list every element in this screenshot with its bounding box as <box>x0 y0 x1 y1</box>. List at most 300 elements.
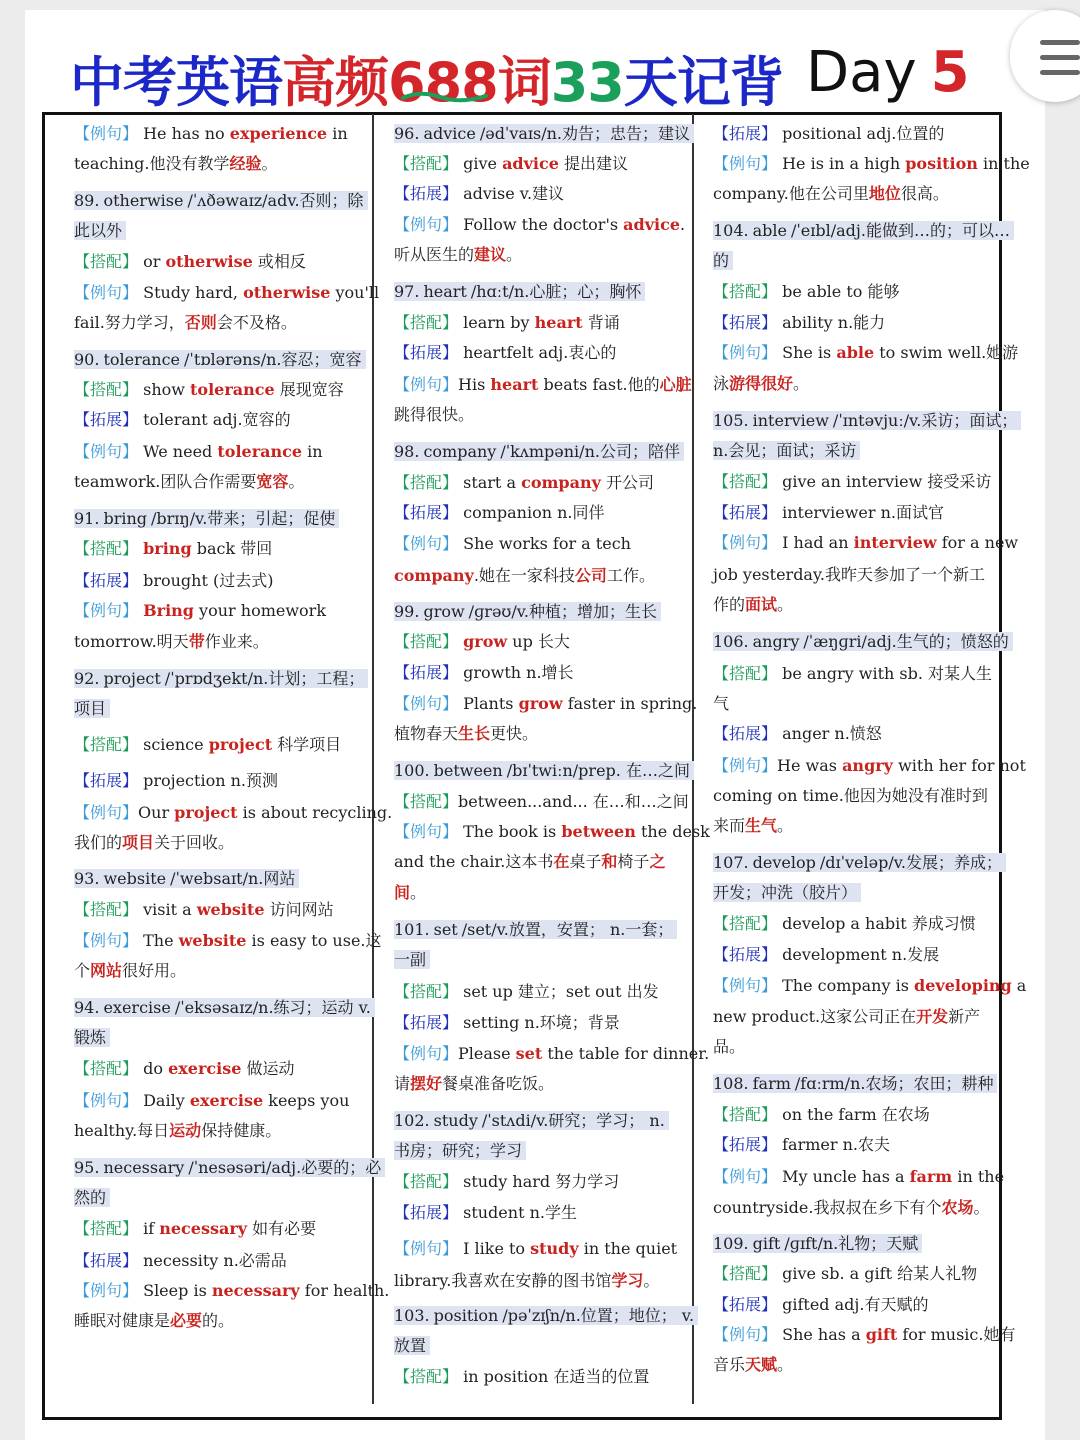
vocab-line <box>394 213 685 237</box>
keyword: company <box>394 566 474 585</box>
vocab-line <box>74 1309 234 1333</box>
line-text: back 带回 <box>191 539 273 558</box>
tag-extension: 【拓展】 <box>713 724 778 743</box>
keyword: able <box>836 343 875 362</box>
line-text: is about recycling. <box>237 803 393 822</box>
entry-header-text: 103. <box>394 1306 434 1325</box>
entry-header-text: /pəˈzɪʃn/n.位置；地位； v. <box>502 1306 698 1325</box>
line-text: 展现宽容 <box>274 380 344 399</box>
headword: exercise <box>103 998 174 1017</box>
vocab-line <box>713 1133 890 1157</box>
entry-header-text: /ɡɪft/n.礼物；天赋 <box>784 1234 922 1253</box>
keyword: advice <box>623 215 680 234</box>
tag-example: 【例句】 <box>74 442 139 461</box>
tag-extension: 【拓展】 <box>713 124 778 143</box>
keyword: exercise <box>189 1091 264 1110</box>
vocab-line <box>394 1269 659 1293</box>
keyword: 摆好 <box>410 1074 443 1093</box>
line-text: anger n.愤怒 <box>777 724 882 743</box>
vocab-line <box>713 1262 977 1286</box>
vocab-line <box>713 501 944 525</box>
line-text: 植物春天 <box>394 724 459 743</box>
vocab-line <box>74 697 110 721</box>
vocab-line <box>713 784 988 808</box>
headword: develop <box>753 853 820 872</box>
vocab-line <box>713 1232 922 1256</box>
line-text: 桌子 <box>569 852 602 871</box>
tag-extension: 【拓展】 <box>74 771 139 790</box>
vocab-line <box>713 974 1026 998</box>
line-text: library.我喜欢在安静的图书馆 <box>394 1271 612 1290</box>
keyword: 运动 <box>169 1121 202 1140</box>
tag-collocation: 【搭配】 <box>713 1105 778 1124</box>
vocab-line <box>713 912 976 936</box>
line-text: keeps you <box>263 1091 350 1110</box>
vocab-line <box>74 867 299 891</box>
hamburger-icon <box>1040 70 1080 75</box>
keyword: interview <box>853 533 937 552</box>
vocab-line <box>74 219 126 243</box>
tag-example: 【例句】 <box>713 154 778 173</box>
tag-example: 【例句】 <box>394 694 459 713</box>
vocab-line <box>713 1323 1015 1347</box>
line-text: .她在一家科技 <box>473 566 575 585</box>
vocab-line <box>394 630 570 654</box>
tag-example: 【例句】 <box>74 283 139 302</box>
line-text: Plants <box>458 694 519 713</box>
tag-collocation: 【搭配】 <box>394 1367 459 1386</box>
line-text: 新产 <box>948 1007 981 1026</box>
vocab-line <box>74 122 348 146</box>
vocab-line <box>394 403 474 427</box>
vocab-line <box>713 722 882 746</box>
line-text: advise v.建议 <box>458 184 565 203</box>
line-text: in <box>327 124 348 143</box>
keyword: 网站 <box>90 961 123 980</box>
line-text: science <box>138 735 209 754</box>
vocab-line <box>394 280 645 304</box>
keyword: exercise <box>168 1059 242 1078</box>
line-text: in the quiet <box>578 1239 678 1258</box>
line-text: 很好用。 <box>122 961 187 980</box>
headword: between <box>434 761 507 780</box>
keyword: developing <box>914 976 1012 995</box>
headword: angry <box>753 632 804 651</box>
keyword: grow <box>463 632 508 651</box>
tag-extension: 【拓展】 <box>713 313 778 332</box>
line-text: His <box>458 375 491 394</box>
hamburger-icon <box>1040 55 1080 60</box>
keyword: angry <box>842 756 893 775</box>
line-text: learn by <box>458 313 535 332</box>
line-text: 科学项目 <box>272 735 342 754</box>
line-text: job yesterday.我昨天参加了一个新工 <box>713 565 985 584</box>
tag-example: 【例句】 <box>713 976 778 995</box>
vocab-line <box>394 501 605 525</box>
keyword: between <box>561 822 636 841</box>
vocab-line <box>74 1249 287 1273</box>
line-text: do <box>138 1059 169 1078</box>
line-text: The company is <box>777 976 915 995</box>
line-text: 。 <box>506 245 523 264</box>
vocab-line <box>394 1042 709 1066</box>
entry-header-text: 107. <box>713 853 753 872</box>
vocab-line <box>713 692 729 716</box>
vocab-line <box>74 440 323 464</box>
tag-collocation: 【搭配】 <box>394 154 459 173</box>
vocab-line <box>394 1237 677 1261</box>
keyword: tolerance <box>217 442 303 461</box>
headword: grow <box>423 602 468 621</box>
headword: heart <box>423 282 470 301</box>
line-text: 听从医生的 <box>394 245 475 264</box>
headword: tolerance <box>103 350 184 369</box>
underline-squiggle-icon <box>400 88 490 106</box>
line-text: 作的 <box>713 595 746 614</box>
entry-header-text: /ˈeksəsaɪz/n.练习；运动 v. <box>175 998 375 1017</box>
line-text: for health. <box>299 1281 390 1300</box>
line-text: 品。 <box>713 1037 746 1056</box>
tag-extension: 【拓展】 <box>713 1135 778 1154</box>
vocab-line <box>74 1026 110 1050</box>
keyword: otherwise <box>243 283 331 302</box>
entry-header-text: 108. <box>713 1074 753 1093</box>
vocab-line <box>74 569 273 593</box>
keyword: 宽容 <box>256 472 289 491</box>
vocab-line <box>74 470 304 494</box>
tag-collocation: 【搭配】 <box>713 914 778 933</box>
line-text: 跳得很快。 <box>394 405 475 424</box>
title-part: 天记背 <box>623 51 783 114</box>
tag-collocation: 【搭配】 <box>394 792 459 811</box>
vocab-line <box>713 182 949 206</box>
tag-example: 【例句】 <box>74 1091 139 1110</box>
line-text: Sleep is <box>138 1281 212 1300</box>
vocab-line <box>74 959 186 983</box>
keyword: 学习 <box>611 1271 644 1290</box>
vocab-line <box>394 881 426 905</box>
headword: able <box>753 221 791 240</box>
vocab-line <box>394 1304 698 1328</box>
vocab-line <box>713 372 809 396</box>
keyword: 之 <box>649 852 666 871</box>
entry-header-text: /ˈnesəsəri/adj.必要的；必 <box>188 1158 385 1177</box>
line-text: 睡眠对健康是 <box>74 1311 171 1330</box>
tag-example: 【例句】 <box>74 931 139 950</box>
headword: necessary <box>103 1158 188 1177</box>
title-part: 词 <box>497 51 551 114</box>
vocab-line <box>713 881 861 905</box>
vocab-line <box>74 189 368 213</box>
vocab-line <box>713 851 1006 875</box>
line-text: 。 <box>777 1355 794 1374</box>
vocab-line <box>74 929 382 953</box>
entry-header-text: /ˈʌðəwaɪz/adv.否则；除 <box>187 191 367 210</box>
line-text: He was <box>777 756 843 775</box>
vocab-line <box>74 733 341 757</box>
line-text: 。 <box>643 1271 660 1290</box>
keyword: 和 <box>601 852 618 871</box>
line-text: Our <box>138 803 175 822</box>
keyword: 在 <box>553 852 570 871</box>
tag-collocation: 【搭配】 <box>74 1219 139 1238</box>
line-text: 请 <box>394 1074 411 1093</box>
entry-header-text: 89. <box>74 191 103 210</box>
vocab-line <box>713 1165 1004 1189</box>
vocab-line <box>394 722 538 746</box>
line-text: Study hard, <box>138 283 244 302</box>
line-text: 。 <box>973 1198 990 1217</box>
line-text: up 长大 <box>507 632 570 651</box>
tag-extension: 【拓展】 <box>394 184 459 203</box>
vocab-line <box>394 341 616 365</box>
line-text: your homework <box>193 601 327 620</box>
entry-header-text: /set/v.放置，安置； n.一套； <box>462 920 678 939</box>
vocab-line <box>713 311 885 335</box>
line-text: 。 <box>777 816 794 835</box>
headword: set <box>434 920 462 939</box>
headword: gift <box>753 1234 785 1253</box>
vocab-line <box>394 790 689 814</box>
keyword: company <box>521 473 601 492</box>
entry-header-text: 95. <box>74 1158 103 1177</box>
line-text: visit a <box>138 900 197 919</box>
keyword: 农场 <box>941 1198 974 1217</box>
entry-header-text: 98. <box>394 442 423 461</box>
tag-example: 【例句】 <box>394 822 459 841</box>
vocab-line <box>394 1170 619 1194</box>
entry-header-text: /ˈɪntəvjuː/v.采访；面试； <box>833 411 1021 430</box>
line-text: 如有必要 <box>247 1219 317 1238</box>
line-text: The <box>138 931 179 950</box>
vocab-line <box>394 564 655 588</box>
entry-header-text: 放置 <box>394 1336 430 1355</box>
vocab-line <box>74 537 272 561</box>
vocab-line <box>394 243 522 267</box>
entry-header-text: 93. <box>74 869 103 888</box>
headword: farm <box>753 1074 795 1093</box>
vocab-line <box>74 281 379 305</box>
vocab-line <box>74 311 297 335</box>
line-text: fail.努力学习， <box>74 313 185 332</box>
tag-example: 【例句】 <box>713 343 778 362</box>
line-text: 气 <box>713 694 730 713</box>
vocab-line <box>74 1156 385 1180</box>
line-text: to swim well.她游 <box>874 343 1019 362</box>
vocab-line <box>394 850 665 874</box>
tag-example: 【例句】 <box>713 1325 778 1344</box>
line-text: 的。 <box>202 1311 235 1330</box>
tag-collocation: 【搭配】 <box>394 473 459 492</box>
entry-header-text: 此以外 <box>74 221 126 240</box>
tag-example: 【例句】 <box>74 803 139 822</box>
entry-header-text: 一副 <box>394 950 430 969</box>
vocab-line <box>74 831 234 855</box>
vocab-line <box>74 996 375 1020</box>
line-text: develop a habit 养成习惯 <box>777 914 976 933</box>
vocab-line <box>394 1011 620 1035</box>
vocab-line <box>394 820 710 844</box>
line-text: . <box>680 215 686 234</box>
line-text: and the chair.这本书 <box>394 852 554 871</box>
tag-collocation: 【搭配】 <box>394 982 459 1001</box>
tag-collocation: 【搭配】 <box>74 539 139 558</box>
vocab-line <box>713 1353 793 1377</box>
vocab-line <box>74 898 334 922</box>
entry-header-text: /fɑːrm/n.农场；农田；耕种 <box>795 1074 998 1093</box>
line-text: 来而 <box>713 816 746 835</box>
keyword: 项目 <box>122 833 155 852</box>
line-text: tomorrow.明天 <box>74 632 189 651</box>
vocab-line <box>713 249 733 273</box>
headword: company <box>423 442 500 461</box>
entry-header-text: 开发；冲洗（胶片） <box>713 883 861 902</box>
line-text: I like to <box>458 1239 531 1258</box>
vocab-line <box>394 759 694 783</box>
vocab-line <box>713 280 900 304</box>
entry-header-text: n.会见；面试；采访 <box>713 441 860 460</box>
entry-header-text: 105. <box>713 411 753 430</box>
keyword: 公司 <box>574 566 607 585</box>
vocab-line <box>713 662 992 686</box>
tag-example: 【例句】 <box>74 124 139 143</box>
vocab-line <box>394 1072 554 1096</box>
line-text: Please <box>458 1044 516 1063</box>
keyword: 开发 <box>916 1007 949 1026</box>
entry-header-text: 锻炼 <box>74 1028 110 1047</box>
keyword: set <box>515 1044 543 1063</box>
vocab-line <box>74 667 368 691</box>
entry-header-text: /ˈwebsaɪt/n.网站 <box>170 869 299 888</box>
tag-example: 【例句】 <box>394 215 459 234</box>
tag-example: 【例句】 <box>713 1167 778 1186</box>
line-text: in the <box>977 154 1030 173</box>
line-text: study hard 努力学习 <box>458 1172 620 1191</box>
keyword: 生长 <box>458 724 491 743</box>
line-text: gifted adj.有天赋的 <box>777 1295 929 1314</box>
tag-example: 【例句】 <box>713 756 778 775</box>
line-text: show <box>138 380 191 399</box>
keyword: gift <box>865 1325 898 1344</box>
vocab-line <box>713 943 939 967</box>
line-text: heartfelt adj.衷心的 <box>458 343 617 362</box>
keyword: 带 <box>188 632 205 651</box>
entry-header-text: /ˈkʌmpəni/n.公司；陪伴 <box>500 442 684 461</box>
vocab-line <box>394 1201 577 1225</box>
entry-header-text: 97. <box>394 282 423 301</box>
vocab-line <box>713 470 991 494</box>
tag-extension: 【拓展】 <box>713 945 778 964</box>
line-text: beats fast.他的 <box>538 375 660 394</box>
line-text: 椅子 <box>617 852 650 871</box>
keyword: 生气 <box>745 816 778 835</box>
line-text: 工作。 <box>606 566 655 585</box>
vocab-line <box>713 1072 997 1096</box>
vocab-line <box>713 593 793 617</box>
tag-extension: 【拓展】 <box>713 503 778 522</box>
line-text: 开公司 <box>600 473 654 492</box>
keyword: 天赋 <box>745 1355 778 1374</box>
line-text: the table for dinner. <box>542 1044 710 1063</box>
day-word: Day <box>806 40 917 105</box>
vocab-line <box>394 182 564 206</box>
line-text: in position 在适当的位置 <box>458 1367 650 1386</box>
title-part: 高频 <box>282 51 388 114</box>
title-part: 688 <box>388 51 498 114</box>
vocab-line <box>713 439 860 463</box>
entry-header-text: /ˈtɒlərəns/n.容忍；宽容 <box>184 350 365 369</box>
keyword: 地位 <box>868 184 901 203</box>
line-text: necessity n.必需品 <box>138 1251 287 1270</box>
vocab-line <box>713 754 1026 778</box>
line-text: He has no <box>138 124 230 143</box>
vocab-line <box>74 378 344 402</box>
tag-collocation: 【搭配】 <box>74 900 139 919</box>
entry-header-text: /dɪˈveləp/v.发展；养成； <box>820 853 1006 872</box>
line-text: farmer n.农夫 <box>777 1135 890 1154</box>
line-text: 。 <box>410 883 427 902</box>
vocab-line <box>713 1103 930 1127</box>
line-text: healthy.每日 <box>74 1121 170 1140</box>
line-text: 。 <box>793 374 810 393</box>
hamburger-icon <box>1040 40 1080 45</box>
vocab-line <box>394 471 654 495</box>
vocab-line <box>74 408 291 432</box>
line-text: 个 <box>74 961 91 980</box>
line-text: 更快。 <box>490 724 539 743</box>
entry-header-text: /ɡrəʊ/v.种植；增加；生长 <box>469 602 661 621</box>
entry-header-text: 项目 <box>74 699 110 718</box>
line-text: in the <box>952 1167 1005 1186</box>
tag-extension: 【拓展】 <box>713 1295 778 1314</box>
line-text: setting n.环境；背景 <box>458 1013 620 1032</box>
line-text: She has a <box>777 1325 866 1344</box>
entry-header-text: /ˈstʌdi/v.研究；学习； n. <box>482 1111 669 1130</box>
line-text: 很高。 <box>900 184 949 203</box>
line-text: faster in spring. <box>562 694 698 713</box>
column-divider <box>372 114 374 1404</box>
line-text: company.他在公司里 <box>713 184 869 203</box>
vocab-line <box>74 1186 110 1210</box>
line-text: companion n.同伴 <box>458 503 605 522</box>
vocab-line <box>74 1217 316 1241</box>
vocab-line <box>713 531 1018 555</box>
line-text: you'll <box>330 283 380 302</box>
line-text: new product.这家公司正在 <box>713 1007 917 1026</box>
entry-header-text: 书房；研究；学习 <box>394 1141 526 1160</box>
line-text: 。 <box>288 472 305 491</box>
keyword: farm <box>909 1167 953 1186</box>
line-text: 做运动 <box>241 1059 295 1078</box>
vocab-line <box>713 1035 745 1059</box>
entry-header-text: /brɪŋ/v.带来；引起；促使 <box>151 509 339 528</box>
vocab-line <box>394 1365 649 1389</box>
vocab-line <box>713 409 1021 433</box>
keyword: grow <box>518 694 563 713</box>
keyword: 必要 <box>170 1311 203 1330</box>
keyword: position <box>905 154 978 173</box>
line-text: ability n.能力 <box>777 313 886 332</box>
line-text: She is <box>777 343 837 362</box>
line-text: 。 <box>261 154 278 173</box>
entry-header-text: 106. <box>713 632 753 651</box>
line-text: 关于回收。 <box>154 833 235 852</box>
line-text: between...and... 在…和…之间 <box>458 792 689 811</box>
tag-example: 【例句】 <box>713 533 778 552</box>
entry-header-text: /hɑːt/n.心脏；心；胸怀 <box>471 282 646 301</box>
vocab-line <box>394 600 661 624</box>
tag-collocation: 【搭配】 <box>74 1059 139 1078</box>
